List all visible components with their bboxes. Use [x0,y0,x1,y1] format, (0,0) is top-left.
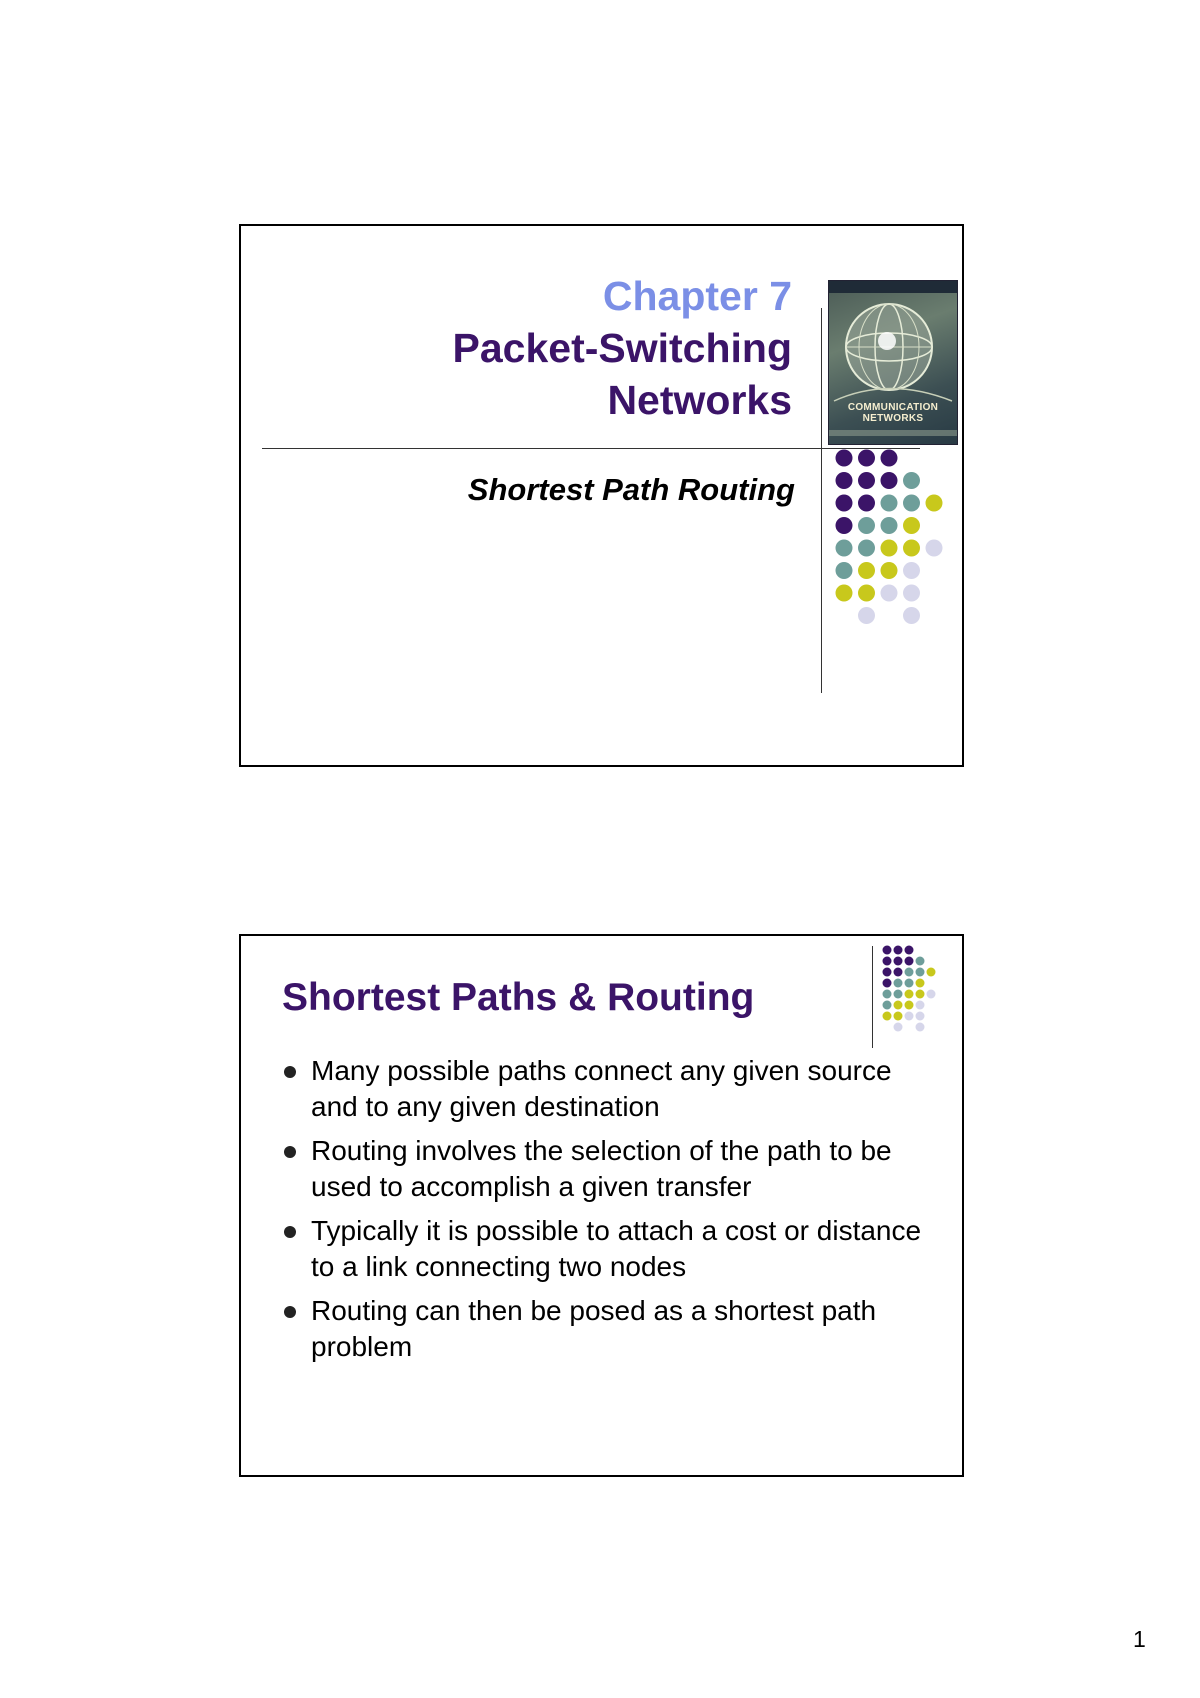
decorative-dot [858,607,875,624]
decorative-dot [916,957,925,966]
decorative-dot [883,968,892,977]
bullet-text: Routing can then be posed as a shortest path problem [311,1295,877,1362]
decorative-dot [903,585,920,602]
decorative-dot [894,990,903,999]
decorative-dot [894,957,903,966]
bullet-text: Typically it is possible to attach a cost or distance to a link connecting two nodes [311,1215,922,1282]
list-item [282,1213,922,1285]
decorative-dot [903,495,920,512]
decorative-dot [903,472,920,489]
decorative-dot [894,1012,903,1021]
decorative-dot [836,517,853,534]
decorative-dot [881,517,898,534]
content-slide [239,934,964,1477]
decorative-dot [894,946,903,955]
decorative-dot [916,990,925,999]
decorative-dot [926,540,943,557]
list-item [282,1293,922,1365]
decorative-dot [927,968,936,977]
decorative-dot [836,495,853,512]
decorative-dot [836,585,853,602]
decorative-dot [858,585,875,602]
chapter-heading: Chapter 7 [602,273,792,319]
main-title-line-2: Networks [607,377,792,423]
decorative-dot [881,450,898,467]
decorative-dot-grid [826,446,946,626]
decorative-dot [894,968,903,977]
decorative-dot [894,1001,903,1010]
decorative-dot [858,540,875,557]
decorative-dot [894,1023,903,1032]
decorative-dot [903,562,920,579]
decorative-dot-grid-small [879,944,959,1044]
decorative-dot [858,450,875,467]
decorative-dot [926,495,943,512]
decorative-dot [903,607,920,624]
decorative-dot [883,1012,892,1021]
decorative-dot [916,968,925,977]
decorative-dot [881,540,898,557]
decorative-dot [858,517,875,534]
decorative-dot [836,450,853,467]
decorative-dot [894,979,903,988]
decorative-dot [905,968,914,977]
decorative-dot [905,1012,914,1021]
decorative-dot [881,585,898,602]
decorative-dot [905,957,914,966]
slide-title: Shortest Paths & Routing [282,976,755,1019]
decorative-dot [903,517,920,534]
bullet-dot-icon [284,1306,296,1318]
title-slide [239,224,964,767]
decorative-dot [905,990,914,999]
bullet-dot-icon [284,1226,296,1238]
title-block [453,270,792,426]
slide-subtitle: Shortest Path Routing [467,472,795,507]
decorative-dot [905,979,914,988]
decorative-dot [916,1023,925,1032]
decorative-dot [916,1001,925,1010]
decorative-dot [916,1012,925,1021]
bullet-dot-icon [284,1146,296,1158]
decorative-dot [916,979,925,988]
decorative-dot [883,946,892,955]
decorative-dot [903,540,920,557]
decorative-dot [905,1001,914,1010]
decorative-dot [858,472,875,489]
decorative-dot [881,562,898,579]
decorative-dot [881,472,898,489]
decorative-dot [905,946,914,955]
decorative-dot [927,990,936,999]
list-item [282,1053,922,1125]
decorative-dot [883,957,892,966]
decorative-dot [881,495,898,512]
vertical-divider [872,946,873,1048]
book-cover-title: COMMUNICATION NETWORKS [847,402,939,424]
bullet-text: Routing involves the selection of the path to be used to accomplish a given transfer [311,1135,892,1202]
decorative-dot [836,540,853,557]
decorative-dot [836,472,853,489]
decorative-dot [858,562,875,579]
decorative-dot [858,495,875,512]
decorative-dot [883,990,892,999]
vertical-divider [821,308,822,693]
decorative-dot [836,562,853,579]
list-item [282,1133,922,1205]
bullet-list [282,1053,922,1373]
decorative-dot [883,979,892,988]
book-cover-strip [829,430,957,436]
bullet-dot-icon [284,1066,296,1078]
bullet-text: Many possible paths connect any given source and to any given destination [311,1055,892,1122]
main-title-line-1: Packet-Switching [452,325,792,371]
book-cover-image [828,280,958,445]
page-number: 1 [1133,1626,1146,1652]
decorative-dot [883,1001,892,1010]
